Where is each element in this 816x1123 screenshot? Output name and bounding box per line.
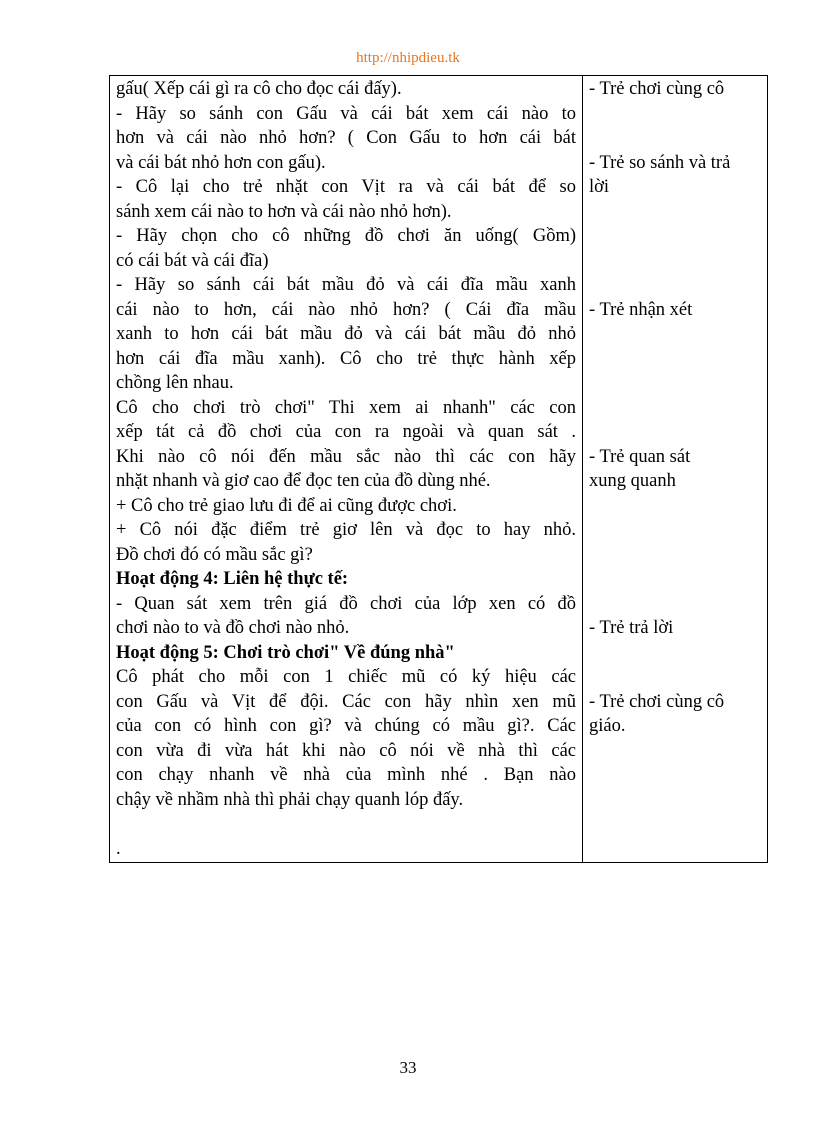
content-line: và cái bát nhỏ hơn con gấu). <box>116 152 326 173</box>
content-line: - Quan sát xem trên giá đồ chơi của lớp xen có đồ <box>116 593 576 614</box>
content-line: chồng lên nhau. <box>116 373 234 393</box>
content-line: - Cô lại cho trẻ nhặt con Vịt ra và cái bát để so <box>116 177 576 197</box>
content-line: Hoạt động 5: Chơi trò chơi" Về đúng nhà" <box>116 642 455 663</box>
content-line: Đồ chơi đó có mầu sắc gì? <box>116 544 313 565</box>
content-line: - Hãy so sánh cái bát mầu đỏ và cái đĩa mầu xanh <box>116 275 576 295</box>
content-line: cái nào to hơn, cái nào nhỏ hơn? ( Cái đĩa mầu <box>116 299 576 320</box>
content-line: Cô phát cho mỗi con 1 chiếc mũ có ký hiệu các <box>116 667 576 687</box>
content-line: của con có hình con gì? và chúng có mầu gì?. Các <box>116 716 576 736</box>
child-activity-line: - Trẻ so sánh và trả <box>589 152 731 173</box>
content-line: con chạy nhanh về nhà của mình nhé . Bạn nào <box>116 765 576 785</box>
content-line: - Hãy chọn cho cô những đồ chơi ăn uống( Gồm) <box>116 226 576 246</box>
child-activity-line: - Trẻ chơi cùng cô <box>589 79 725 99</box>
activity-table <box>109 75 768 863</box>
content-line: Cô cho chơi trò chơi" Thi xem ai nhanh" các con <box>116 397 576 418</box>
content-line: - Hãy so sánh con Gấu và cái bát xem cái nào to <box>116 103 576 124</box>
child-activity-line: xung quanh <box>589 471 676 491</box>
content-line: chơi nào to và đồ chơi nào nhỏ. <box>116 618 350 638</box>
child-activity-line: giáo. <box>589 716 626 736</box>
child-activity-line: lời <box>589 177 610 197</box>
activity-content-cell <box>110 76 583 863</box>
content-line: gấu( Xếp cái gì ra cô cho đọc cái đấy). <box>116 79 402 99</box>
table-row <box>110 76 768 863</box>
content-line: xếp tát cả đồ chơi của con ra ngoài và quan sát . <box>116 422 576 442</box>
header-link[interactable]: http://nhipdieu.tk <box>356 50 460 66</box>
child-activity-line: - Trẻ trả lời <box>589 618 674 638</box>
content-line: . <box>116 838 121 859</box>
content-line: chậy về nhầm nhà thì phải chạy quanh lóp đấy. <box>116 789 464 810</box>
content-line: + Cô nói đặc điểm trẻ giơ lên và đọc to hay nhỏ. <box>116 520 576 540</box>
content-line: con vừa đi vừa hát khi nào cô nói về nhà thì các <box>116 740 576 761</box>
content-line: hơn và cái nào nhỏ hơn? ( Con Gấu to hơn cái bát <box>116 128 576 148</box>
content-line: sánh xem cái nào to hơn và cái nào nhỏ hơn). <box>116 201 452 222</box>
child-activity-line: - Trẻ nhận xét <box>589 299 693 320</box>
content-line: + Cô cho trẻ giao lưu đi để ai cũng được chơi. <box>116 495 457 516</box>
child-activity-line: - Trẻ chơi cùng cô <box>589 691 725 712</box>
page-number: 33 <box>399 1058 417 1077</box>
content-line: Hoạt động 4: Liên hệ thực tế: <box>116 569 349 589</box>
content-line: có cái bát và cái đĩa) <box>116 250 269 271</box>
content-line: con Gấu và Vịt để đội. Các con hãy nhìn xen mũ <box>116 691 576 712</box>
content-line: Khi nào cô nói đến mầu sắc nào thì các con hãy <box>116 446 576 467</box>
child-activity-cell <box>583 76 768 863</box>
content-line: nhặt nhanh và giơ cao để đọc ten của đồ dùng nhé. <box>116 471 491 491</box>
child-activity-line: - Trẻ quan sát <box>589 446 691 467</box>
content-line: hơn cái đĩa mầu xanh). Cô cho trẻ thực hành xếp <box>116 348 576 369</box>
content-line: xanh to hơn cái bát mầu đỏ và cái bát mầu đỏ nhỏ <box>116 324 576 344</box>
